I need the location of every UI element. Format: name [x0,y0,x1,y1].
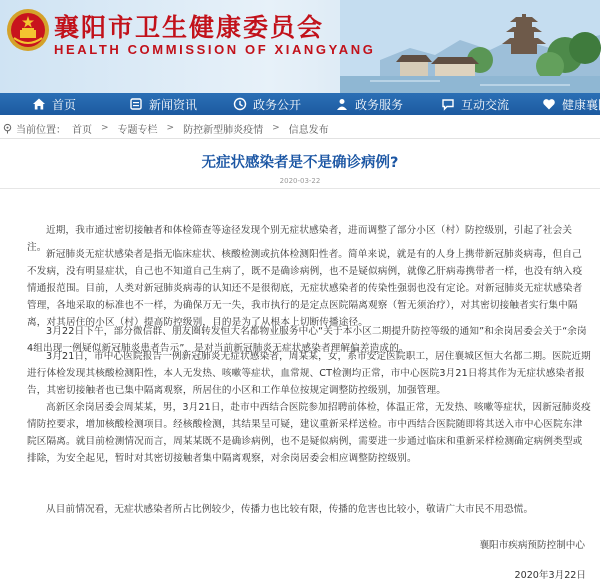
article-paragraph: 3月22日下午，部分微信群、朋友圈转发恒大名都物业服务中心“关于本小区二期提升防控等级的通知”和余岗居委会关于“余岗4组出现一例疑似新冠肺炎患者告示”，是对当前新冠肺炎无症状感染者理解偏差造成的。 [27,326,587,354]
header-scenery-image [340,0,600,93]
nav-item-gov-affairs[interactable] [233,93,301,115]
breadcrumb-item-topics[interactable]: 专题专栏 [117,124,158,136]
breadcrumb-item-epidemic[interactable]: 防控新型肺炎疫情 [183,124,264,136]
site-header [0,0,600,93]
nav-item-news[interactable] [129,93,197,115]
breadcrumb [0,119,600,137]
site-title: 襄阳市卫生健康委员会 [54,13,325,42]
nav-item-label: 政务服务 [355,97,404,112]
breadcrumb-separator: > [166,123,175,133]
breadcrumb-prefix: 当前位置： [16,124,66,136]
article-date: 2020年3月22日 [514,570,586,581]
breadcrumb-divider [0,138,600,139]
site-subtitle: HEALTH COMMISSION OF XIANGYANG [54,42,376,57]
chat-icon [441,97,455,111]
health-icon [542,97,556,111]
meta-divider [0,188,600,189]
nav-item-home[interactable] [32,93,76,115]
breadcrumb-item-home[interactable]: 首页 [72,124,92,136]
nav-item-label: 新闻资讯 [149,97,198,112]
nav-item-label: 政务公开 [253,97,302,112]
nav-item-label: 互动交流 [461,97,510,112]
national-emblem-icon [6,8,50,52]
breadcrumb-item-info-release[interactable]: 信息发布 [288,124,329,136]
nav-item-label: 首页 [52,97,77,112]
location-icon [2,123,13,134]
article-paragraph: 近期，我市通过密切接触者和体检筛查等途径发现个别无症状感染者，进而调整了部分小区（村）防控级别，引起了社会关注。 [27,225,573,253]
nav-item-label: 健康襄阳 [562,97,610,112]
article-title: 无症状感染者是不是确诊病例? [201,155,399,171]
article-date-meta: 2020-03-22 [279,177,321,185]
nav-item-health[interactable] [542,93,610,115]
gov-affairs-icon [233,97,247,111]
nav-item-gov-service[interactable] [335,93,403,115]
article-paragraph: 从目前情况看，无症状感染者所占比例较少，传播力也比较有限，传播的危害也比较小，敬请广大市民不用恐慌。 [46,504,534,515]
home-icon [32,97,46,111]
main-nav [0,93,610,115]
article-paragraph: 高新区余岗居委会周某某，男，3月21日，赴市中西结合医院参加招聘前体检，体温正常，无发热、咳嗽等症状，因新冠肺炎疫情防控要求，增加核酸检测项目。经核酸检测，其结果呈可疑，建议重新采样送检。市中西结合医院随即将其送入市中心医院东津院区隔离。就目前检测情况而言，周某某既不是确诊病例，也不是疑似病例，需要进一步通过临床和重新采样检测确定病例类型或排除，为安全起见，暂时对其密切接触者集中隔离观察，对余岗居委会相应调整防控级别。 [27,402,591,464]
article-signature: 襄阳市疾病预防控制中心 [479,540,585,551]
article-paragraph: 3月21日，市中心医院报告一例新冠肺炎无症状感染者，周某某，女，系市安定医院职工，居住襄城区恒大名都二期。医院近期进行体检发现其核酸检测阳性，本人无发热、咳嗽等症状，血常规、CT检测均正常，市中心医院3月21日将其作为无症状感染者报告，其密切接触者也已集中隔离观察，所居住的小区和工作单位按规定调整防控级别，加强管理。 [27,351,591,396]
article-paragraph: 新冠肺炎无症状感染者是指无临床症状、核酸检测或抗体检测阳性者。简单来说，就是有的人身上携带新冠肺炎病毒，但自己不发病，没有明显症状，自己也不知道自己生病了，既不是确诊病例，也不是疑似病例，就像乙肝病毒携带者一样，也没有纳入疫情通报范围。目前，人类对新冠肺炎病毒的认知还不是很彻底，无症状感染者的传染性强弱也没有定论。对新冠肺炎无症状感染者管理，各地采取的标准也不一样，为确保万无一失，我市执行的是定点医院隔离观察（暂无须治疗），对其密切接触者实行集中隔离，对其居住的小区（村）提高防控级别，目的是为了从根本上切断传播途径。 [27,249,583,328]
nav-item-interaction[interactable] [441,93,509,115]
news-icon [129,97,143,111]
breadcrumb-separator: > [101,123,109,133]
breadcrumb-separator: > [272,123,280,133]
gov-service-icon [335,97,349,111]
